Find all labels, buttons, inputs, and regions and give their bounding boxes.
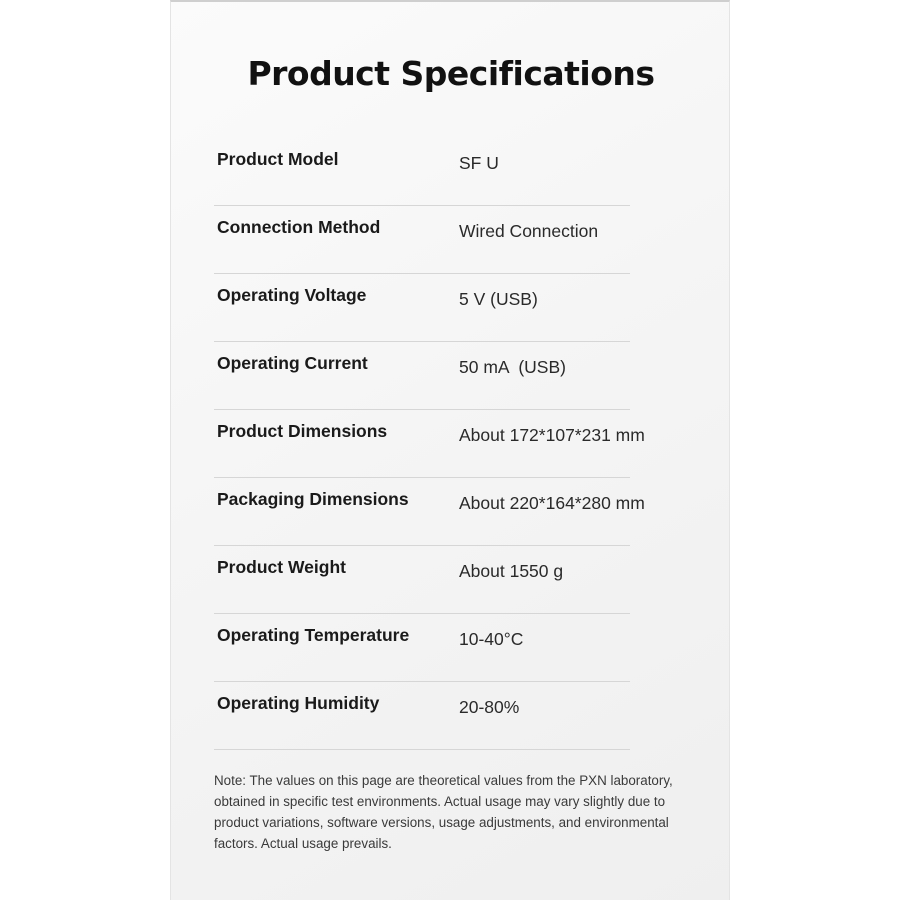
spec-value: 50 mA (USB)	[459, 357, 566, 377]
spec-label: Connection Method	[217, 217, 381, 237]
spec-label: Operating Current	[217, 353, 368, 373]
spec-label: Product Dimensions	[217, 421, 388, 441]
spec-value: 20-80%	[459, 697, 520, 717]
spec-label: Product Model	[217, 149, 339, 169]
spec-value: About 172*107*231 mm	[459, 425, 645, 445]
spec-label: Product Weight	[217, 557, 346, 577]
spec-row-operating-current	[214, 342, 630, 410]
spec-row-operating-temperature	[214, 614, 630, 682]
spec-label: Operating Temperature	[217, 625, 410, 645]
spec-row-operating-humidity	[214, 682, 630, 750]
spec-table	[214, 138, 645, 750]
spec-row-product-dimensions	[214, 410, 645, 478]
spec-label: Operating Humidity	[217, 693, 380, 713]
spec-row-packaging-dimensions	[214, 478, 645, 546]
spec-value: About 1550 g	[459, 561, 564, 581]
spec-label: Operating Voltage	[217, 285, 367, 305]
spec-row-product-weight	[214, 546, 630, 614]
spec-label: Packaging Dimensions	[217, 489, 409, 509]
spec-row-operating-voltage	[214, 274, 630, 342]
spec-sheet	[170, 0, 730, 900]
page-title: Product Specifications	[247, 54, 655, 93]
spec-row-connection-method	[214, 206, 630, 274]
spec-value: 5 V (USB)	[459, 289, 538, 309]
spec-value: Wired Connection	[459, 221, 599, 241]
spec-value: About 220*164*280 mm	[459, 493, 645, 513]
spec-row-product-model	[214, 138, 630, 206]
spec-value: SF U	[459, 153, 499, 173]
spec-value: 10-40°C	[459, 629, 524, 649]
disclaimer-note: Note: The values on this page are theoretical values from the PXN laboratory, obtained in specific test environments. Actual usage may vary slightly due to product variations, software versions, usage adjustments, and environmental factors. Actual usage prevails.	[214, 773, 673, 851]
